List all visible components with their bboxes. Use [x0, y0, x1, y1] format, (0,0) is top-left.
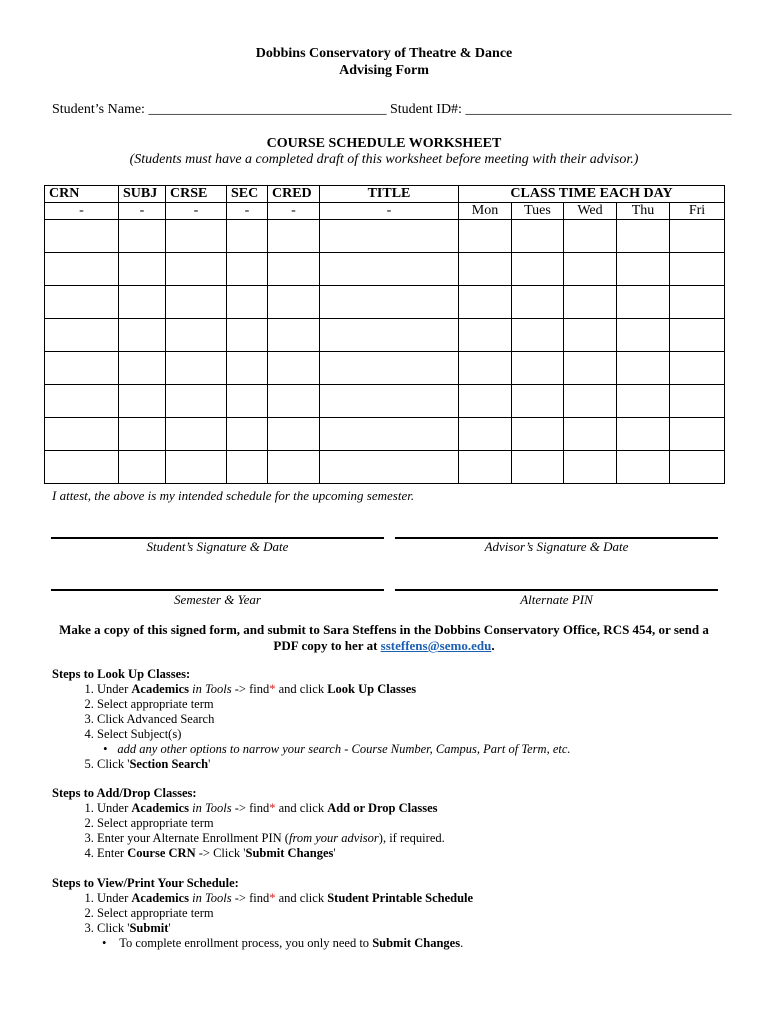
asterisk-mark: *: [269, 682, 276, 696]
table-cell[interactable]: [459, 319, 512, 352]
table-cell[interactable]: [617, 286, 670, 319]
table-cell[interactable]: [320, 319, 459, 352]
table-cell[interactable]: [268, 220, 320, 253]
table-cell[interactable]: [670, 352, 725, 385]
placeholder-subj: -: [119, 203, 166, 220]
student-id-blank[interactable]: ______________________________________: [465, 102, 732, 117]
asterisk-mark: *: [269, 801, 276, 815]
col-header-cred: CRED: [268, 186, 320, 203]
col-header-title: TITLE: [320, 186, 459, 203]
lookup-step-4: [97, 727, 571, 757]
table-cell[interactable]: [119, 385, 166, 418]
view-step-3: [97, 921, 473, 936]
table-cell[interactable]: [119, 253, 166, 286]
worksheet-title: COURSE SCHEDULE WORKSHEET: [266, 136, 502, 151]
step-italic: from your advisor: [288, 831, 379, 845]
view-steps-title: Steps to View/Print Your Schedule:: [52, 876, 239, 890]
table-cell[interactable]: [320, 253, 459, 286]
table-cell[interactable]: [512, 319, 564, 352]
table-cell[interactable]: [459, 352, 512, 385]
table-cell[interactable]: [45, 253, 119, 286]
step-bold: Course CRN: [127, 846, 196, 860]
table-cell[interactable]: [268, 286, 320, 319]
step-text: Select Subject(s): [97, 727, 182, 741]
table-row: [45, 253, 725, 286]
placeholder-cred: -: [268, 203, 320, 220]
table-cell[interactable]: [512, 418, 564, 451]
adddrop-step-2: 2. Select appropriate term: [97, 816, 445, 831]
table-cell[interactable]: [617, 220, 670, 253]
table-cell[interactable]: [166, 220, 227, 253]
table-cell[interactable]: [512, 220, 564, 253]
step-bold: Student Printable Schedule: [327, 891, 474, 905]
table-cell[interactable]: [564, 385, 617, 418]
table-cell[interactable]: [45, 451, 119, 484]
step-bold: Submit Changes: [245, 846, 334, 860]
col-header-subj: SUBJ: [119, 186, 166, 203]
course-schedule-table: [44, 185, 725, 484]
table-cell[interactable]: [512, 385, 564, 418]
alternate-pin-line[interactable]: [395, 589, 718, 591]
step-text: and click: [278, 891, 325, 905]
table-cell[interactable]: [617, 352, 670, 385]
table-cell[interactable]: [268, 451, 320, 484]
step-bold: Add or Drop Classes: [327, 801, 438, 815]
step-italic: in Tools: [192, 801, 232, 815]
placeholder-title: -: [320, 203, 459, 220]
worksheet-subtitle: (Students must have a completed draft of this worksheet before meeting with their advisor.): [129, 152, 639, 167]
step-bold: Academics: [131, 801, 189, 815]
table-cell[interactable]: [268, 352, 320, 385]
table-cell[interactable]: [119, 451, 166, 484]
step-text: -> find: [234, 682, 270, 696]
table-cell[interactable]: [512, 286, 564, 319]
table-cell[interactable]: [617, 253, 670, 286]
table-cell[interactable]: [166, 385, 227, 418]
lookup-steps-section: [52, 667, 571, 772]
table-row: [45, 220, 725, 253]
step-bold: Section Search: [129, 757, 209, 771]
submit-instructions: [48, 622, 720, 654]
step-text: ': [168, 921, 171, 935]
step-text: and click: [278, 682, 325, 696]
table-cell[interactable]: [320, 418, 459, 451]
table-cell[interactable]: [320, 286, 459, 319]
step-text: -> Click ': [198, 846, 246, 860]
view-steps-list: [52, 891, 473, 936]
table-cell[interactable]: [564, 253, 617, 286]
lookup-step-3: 3. Click Advanced Search: [97, 712, 571, 727]
day-header-tues: Tues: [512, 203, 564, 220]
table-cell[interactable]: [459, 253, 512, 286]
adddrop-step-4: [97, 846, 445, 861]
step-text: Enter: [97, 846, 125, 860]
table-row: [45, 418, 725, 451]
table-cell[interactable]: [459, 418, 512, 451]
day-header-wed: Wed: [564, 203, 617, 220]
table-cell[interactable]: [268, 385, 320, 418]
view-bullet-list: [52, 936, 473, 951]
submit-end: .: [491, 638, 495, 653]
table-cell[interactable]: [617, 319, 670, 352]
submit-text: Make a copy of this signed form, and submit to Sara Steffens in the Dobbins Conservatory Office, RCS 454, or send a PDF copy to her at: [59, 622, 709, 653]
col-header-crn: CRN: [45, 186, 119, 203]
advisor-signature-label: Advisor’s Signature & Date: [484, 539, 629, 554]
table-row: [45, 286, 725, 319]
semester-year-line[interactable]: [51, 589, 384, 591]
table-cell[interactable]: [564, 352, 617, 385]
table-cell[interactable]: [512, 451, 564, 484]
table-cell[interactable]: [670, 253, 725, 286]
view-steps-section: [52, 876, 473, 951]
step-text: Enter your Alternate Enrollment PIN (: [97, 831, 289, 845]
day-header-thu: Thu: [617, 203, 670, 220]
table-row: [45, 451, 725, 484]
form-org-title: Dobbins Conservatory of Theatre & Dance: [255, 46, 513, 61]
step-text: Under: [97, 891, 129, 905]
student-id-field[interactable]: [390, 102, 731, 118]
step-text: Under: [97, 801, 129, 815]
table-cell[interactable]: [670, 220, 725, 253]
col-header-sec: SEC: [227, 186, 268, 203]
table-cell[interactable]: [670, 319, 725, 352]
table-cell[interactable]: [268, 319, 320, 352]
step-bold: Look Up Classes: [327, 682, 417, 696]
day-header-fri: Fri: [670, 203, 725, 220]
student-name-label: Student’s Name:: [52, 102, 145, 117]
view-step-2: 2. Select appropriate term: [97, 906, 473, 921]
step-text: Click ': [97, 921, 130, 935]
table-cell[interactable]: [564, 451, 617, 484]
table-cell[interactable]: [45, 319, 119, 352]
step-text: .: [460, 936, 464, 950]
table-cell[interactable]: [320, 385, 459, 418]
lookup-steps-title: Steps to Look Up Classes:: [52, 667, 191, 681]
step-text: ': [333, 846, 336, 860]
step-text: ), if required.: [378, 831, 445, 845]
table-cell[interactable]: [320, 220, 459, 253]
table-cell[interactable]: [119, 352, 166, 385]
lookup-step-1: [97, 682, 571, 697]
col-header-class-time: CLASS TIME EACH DAY: [459, 186, 725, 203]
table-cell[interactable]: [564, 220, 617, 253]
table-cell[interactable]: [617, 418, 670, 451]
table-cell[interactable]: [227, 385, 268, 418]
step-italic: in Tools: [192, 682, 232, 696]
table-cell[interactable]: [227, 253, 268, 286]
table-row: [45, 319, 725, 352]
view-bullet: [118, 936, 473, 951]
step-text: Under: [97, 682, 129, 696]
form-title: Advising Form: [339, 63, 429, 78]
table-row: [45, 385, 725, 418]
col-header-crse: CRSE: [166, 186, 227, 203]
table-cell[interactable]: [119, 418, 166, 451]
table-cell[interactable]: [45, 352, 119, 385]
table-cell[interactable]: [227, 319, 268, 352]
table-cell[interactable]: [227, 418, 268, 451]
table-cell[interactable]: [227, 451, 268, 484]
view-step-1: [97, 891, 473, 906]
student-id-label: Student ID#:: [390, 102, 462, 117]
day-header-mon: Mon: [459, 203, 512, 220]
student-signature-label: Student’s Signature & Date: [146, 539, 289, 554]
student-name-blank[interactable]: __________________________________: [148, 102, 387, 117]
table-row: [45, 352, 725, 385]
table-cell[interactable]: [459, 286, 512, 319]
step-italic: in Tools: [192, 891, 232, 905]
step-text: -> find: [234, 891, 270, 905]
attestation-text: I attest, the above is my intended schedule for the upcoming semester.: [52, 488, 415, 503]
table-cell[interactable]: [670, 385, 725, 418]
table-cell[interactable]: [45, 418, 119, 451]
step-text: and click: [278, 801, 325, 815]
lookup-step-2: 2. Select appropriate term: [97, 697, 571, 712]
table-cell[interactable]: [670, 418, 725, 451]
step-bold: Academics: [131, 682, 189, 696]
table-cell[interactable]: [227, 352, 268, 385]
table-cell[interactable]: [320, 451, 459, 484]
alternate-pin-label: Alternate PIN: [520, 592, 593, 607]
semester-year-label: Semester & Year: [174, 592, 261, 607]
table-cell[interactable]: [512, 253, 564, 286]
table-cell[interactable]: [459, 451, 512, 484]
step-text: -> find: [234, 801, 270, 815]
placeholder-crse: -: [166, 203, 227, 220]
step-bold: Submit: [129, 921, 169, 935]
table-cell[interactable]: [166, 352, 227, 385]
table-cell[interactable]: [119, 286, 166, 319]
table-cell[interactable]: [45, 220, 119, 253]
step-text: ': [208, 757, 211, 771]
lookup-step-5: [97, 757, 571, 772]
adddrop-step-1: [97, 801, 445, 816]
table-cell[interactable]: [45, 385, 119, 418]
table-cell[interactable]: [166, 286, 227, 319]
step-text: To complete enrollment process, you only need to: [119, 936, 370, 950]
step-bold: Academics: [131, 891, 189, 905]
table-cell[interactable]: [670, 451, 725, 484]
table-cell[interactable]: [320, 352, 459, 385]
adddrop-steps-title: Steps to Add/Drop Classes:: [52, 786, 197, 800]
table-cell[interactable]: [45, 286, 119, 319]
student-name-field[interactable]: [52, 102, 386, 118]
table-cell[interactable]: [268, 418, 320, 451]
table-cell[interactable]: [564, 319, 617, 352]
adddrop-steps-list: [52, 801, 445, 861]
table-cell[interactable]: [617, 451, 670, 484]
placeholder-crn: -: [45, 203, 119, 220]
table-cell[interactable]: [227, 286, 268, 319]
lookup-step-4-sublist: [97, 742, 571, 757]
adddrop-steps-section: [52, 786, 445, 861]
table-cell[interactable]: [670, 286, 725, 319]
lookup-steps-list: [52, 682, 571, 772]
table-cell[interactable]: [166, 319, 227, 352]
adddrop-step-3: [97, 831, 445, 846]
table-cell[interactable]: [459, 385, 512, 418]
table-cell[interactable]: [617, 385, 670, 418]
lookup-step-4-bullet: • add any other options to narrow your search - Course Number, Campus, Part of Term, etc.: [119, 742, 571, 757]
table-cell[interactable]: [166, 253, 227, 286]
table-cell[interactable]: [227, 220, 268, 253]
step-text: Click ': [97, 757, 130, 771]
table-cell[interactable]: [459, 220, 512, 253]
table-cell[interactable]: [512, 352, 564, 385]
table-cell[interactable]: [119, 319, 166, 352]
placeholder-sec: -: [227, 203, 268, 220]
table-cell[interactable]: [268, 253, 320, 286]
asterisk-mark: *: [269, 891, 276, 905]
table-cell[interactable]: [564, 418, 617, 451]
step-bold: Submit Changes: [372, 936, 461, 950]
table-cell[interactable]: [119, 220, 166, 253]
advisor-email-link[interactable]: ssteffens@semo.edu: [380, 638, 492, 653]
table-cell[interactable]: [166, 418, 227, 451]
table-cell[interactable]: [564, 286, 617, 319]
table-cell[interactable]: [166, 451, 227, 484]
